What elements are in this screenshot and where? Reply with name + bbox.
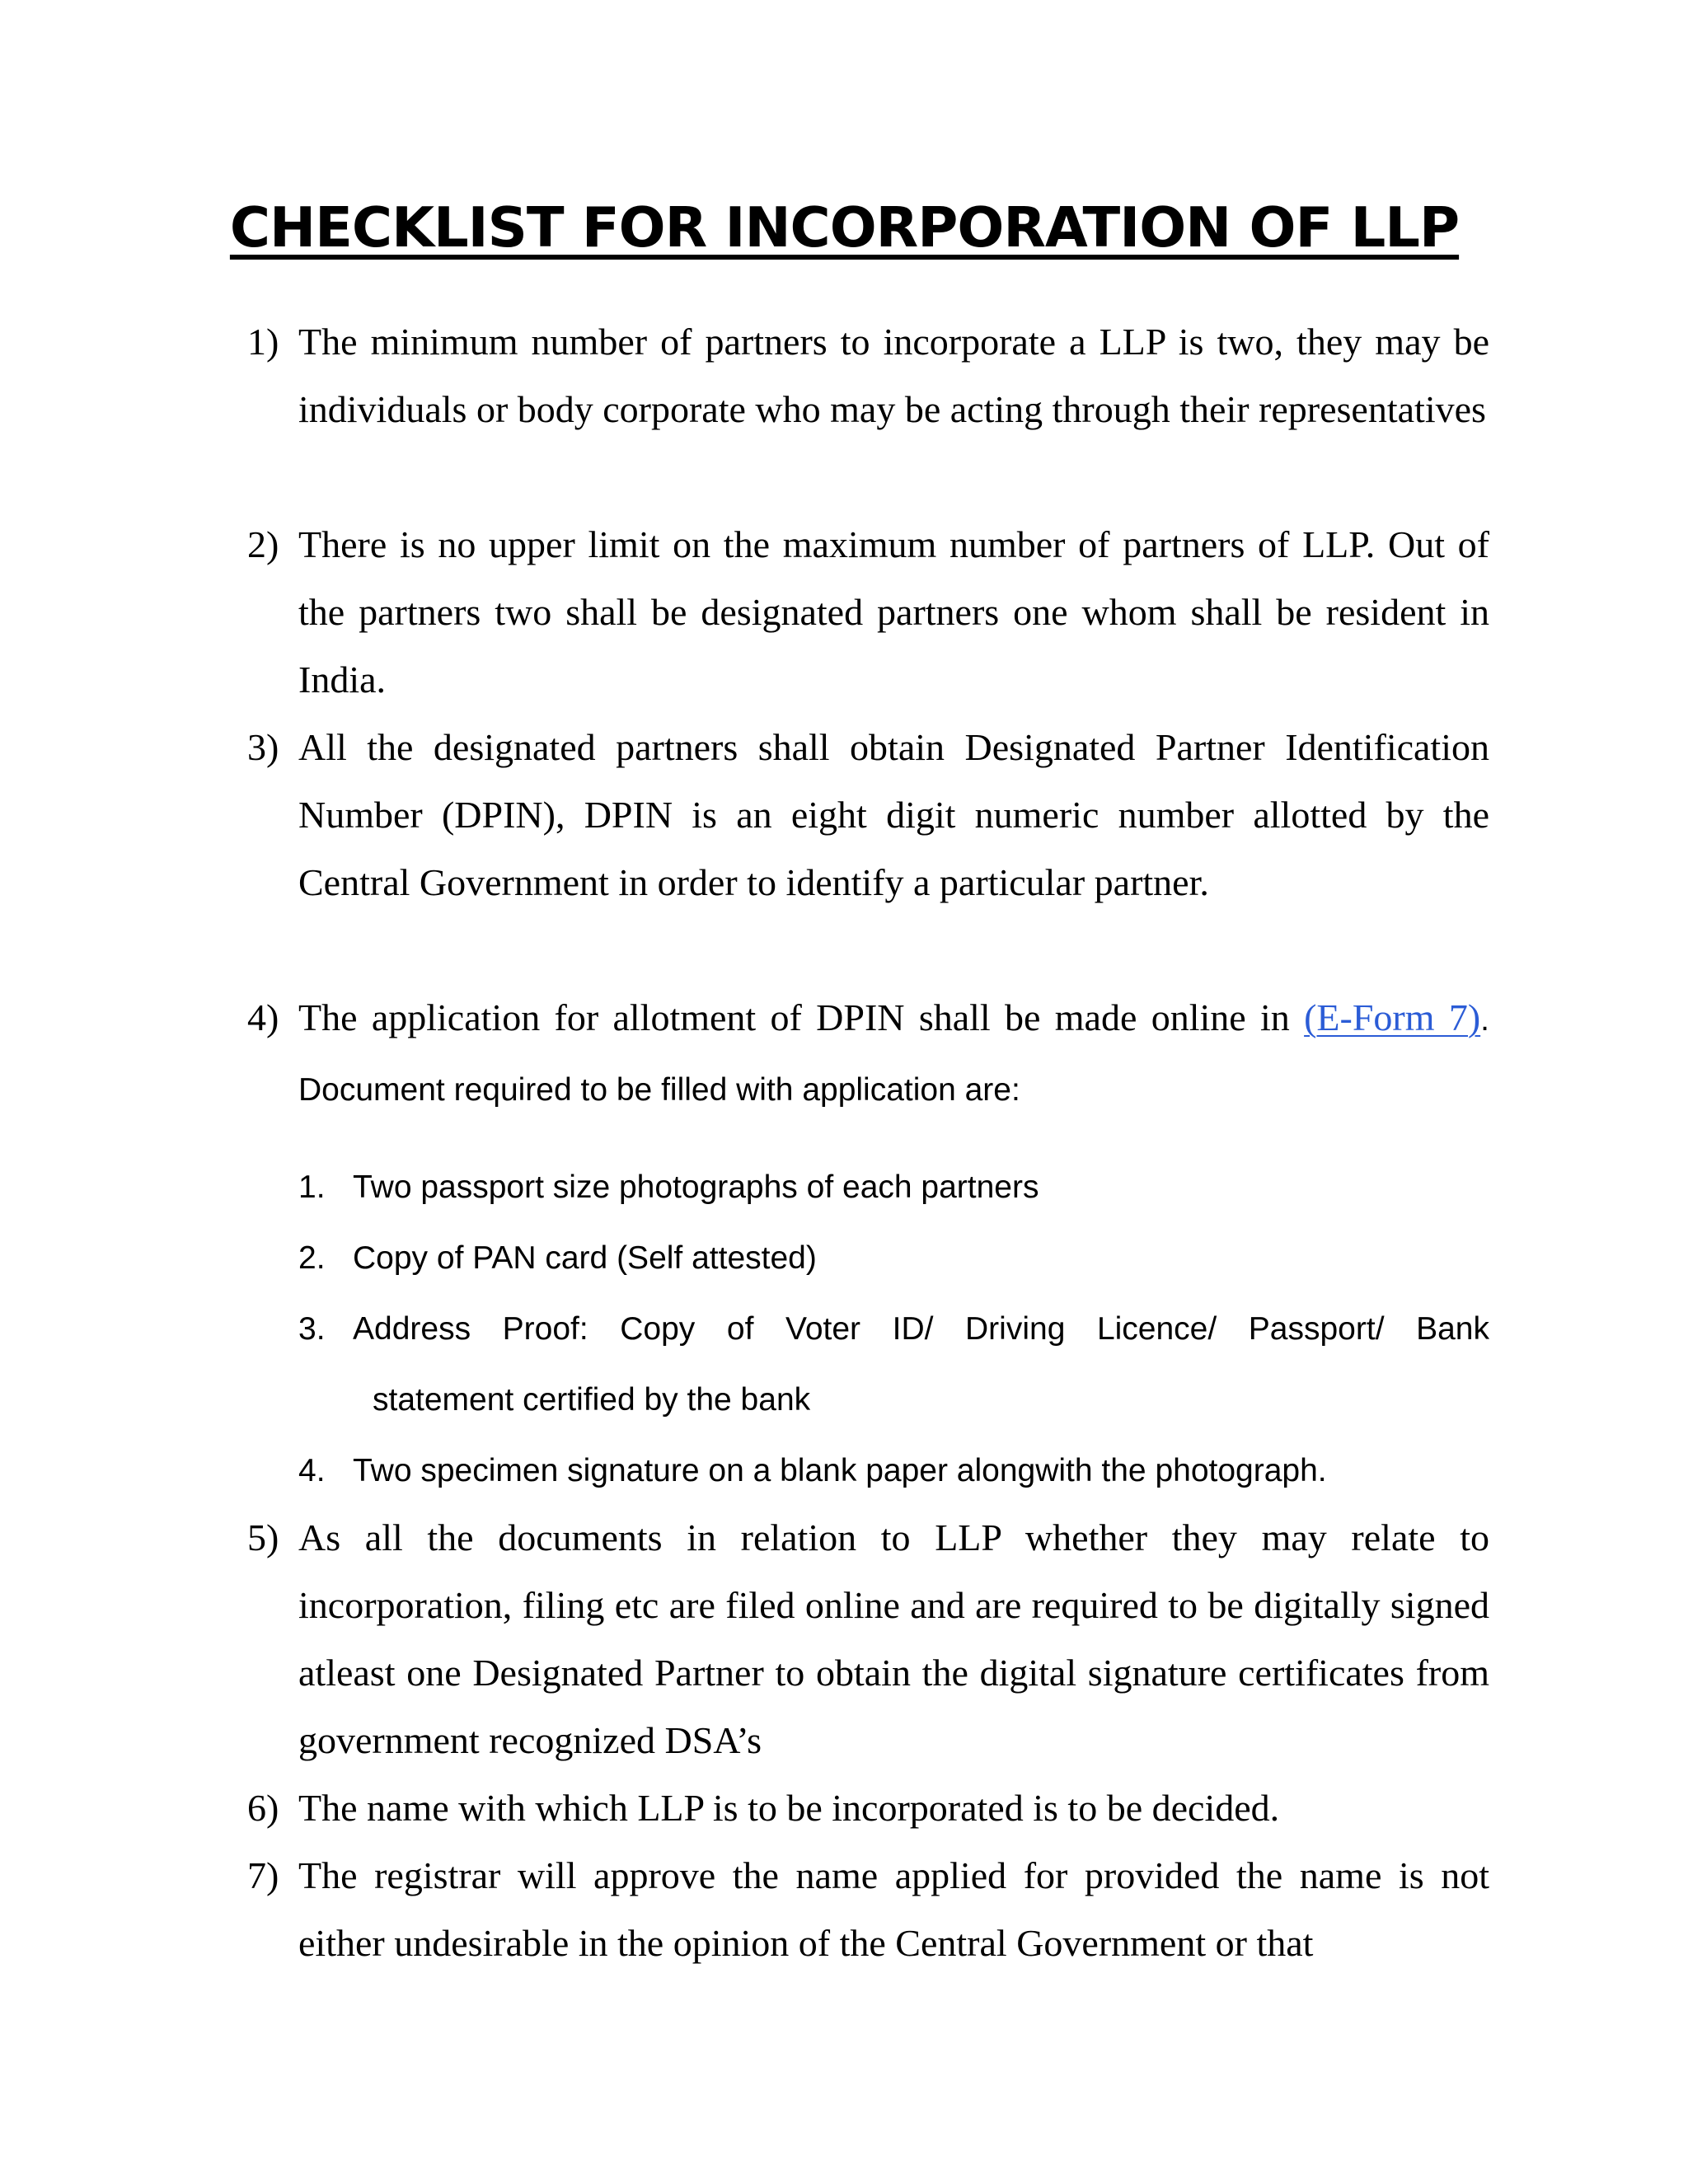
list-item-number: 2) <box>247 523 279 565</box>
page-title: CHECKLIST FOR INCORPORATION OF LLP <box>229 195 1460 260</box>
list-item-text: The name with which LLP is to be incorporated is to be decided. <box>298 1787 1280 1829</box>
sub-list-text: Two specimen signature on a blank paper alongwith the photograph. <box>353 1453 1327 1488</box>
list-item-3 <box>247 714 1489 916</box>
list-item-1 <box>247 308 1489 443</box>
list-item-text: The application for allotment of DPIN shall be made online in <box>298 996 1305 1038</box>
list-item-text: The minimum number of partners to incorporate a LLP is two, they may be individuals or body corporate who may be acting through their representatives <box>298 321 1489 430</box>
sub-list-number: 1. <box>298 1169 326 1205</box>
list-item-4 <box>247 984 1489 1124</box>
list-item-number: 3) <box>247 726 279 768</box>
list-item-text: The registrar will approve the name applied for provided the name is not either undesirable in the opinion of the Central Government or that <box>298 1854 1489 1964</box>
list-item-number: 7) <box>247 1854 279 1896</box>
sub-list-number: 4. <box>298 1453 326 1488</box>
list-item-number: 4) <box>247 996 279 1038</box>
list-item-text: As all the documents in relation to LLP whether they may relate to incorporation, filing etc are filed online and are required to be digitally signed atleast one Designated Partner to obtain the digital signature certificates from government recognized DSA’s <box>298 1516 1489 1761</box>
sub-list-text: Address Proof: Copy of Voter ID/ Driving Licence/ Passport/ Bank <box>353 1311 1489 1347</box>
e-form-7-link[interactable]: (E-Form 7) <box>1304 996 1481 1038</box>
list-item-5 <box>247 1504 1489 1774</box>
sub-list-number: 2. <box>298 1240 326 1276</box>
list-item-text: There is no upper limit on the maximum number of partners of LLP. Out of the partners two shall be designated partners one whom shall be resident in India. <box>298 523 1489 701</box>
sub-list-text-continued: statement certified by the bank <box>373 1382 811 1418</box>
sub-list-number: 3. <box>298 1311 326 1347</box>
list-item-6 <box>247 1774 1489 1842</box>
list-item-number: 5) <box>247 1516 279 1558</box>
list-item-number: 6) <box>247 1787 279 1829</box>
list-item-7 <box>247 1842 1489 1977</box>
sub-list-text: Copy of PAN card (Self attested) <box>353 1240 817 1276</box>
list-item-text: All the designated partners shall obtain Designated Partner Identification Number (DPIN), DPIN is an eight digit numeric number allotted by the Central Government in order to identify a particular partner. <box>298 726 1489 903</box>
list-item-2 <box>247 511 1489 714</box>
list-item-number: 1) <box>247 321 279 363</box>
sub-list-text: Two passport size photographs of each partners <box>353 1169 1039 1205</box>
list-item-text-continued: . Document required to be filled with application are: <box>298 1002 1489 1108</box>
